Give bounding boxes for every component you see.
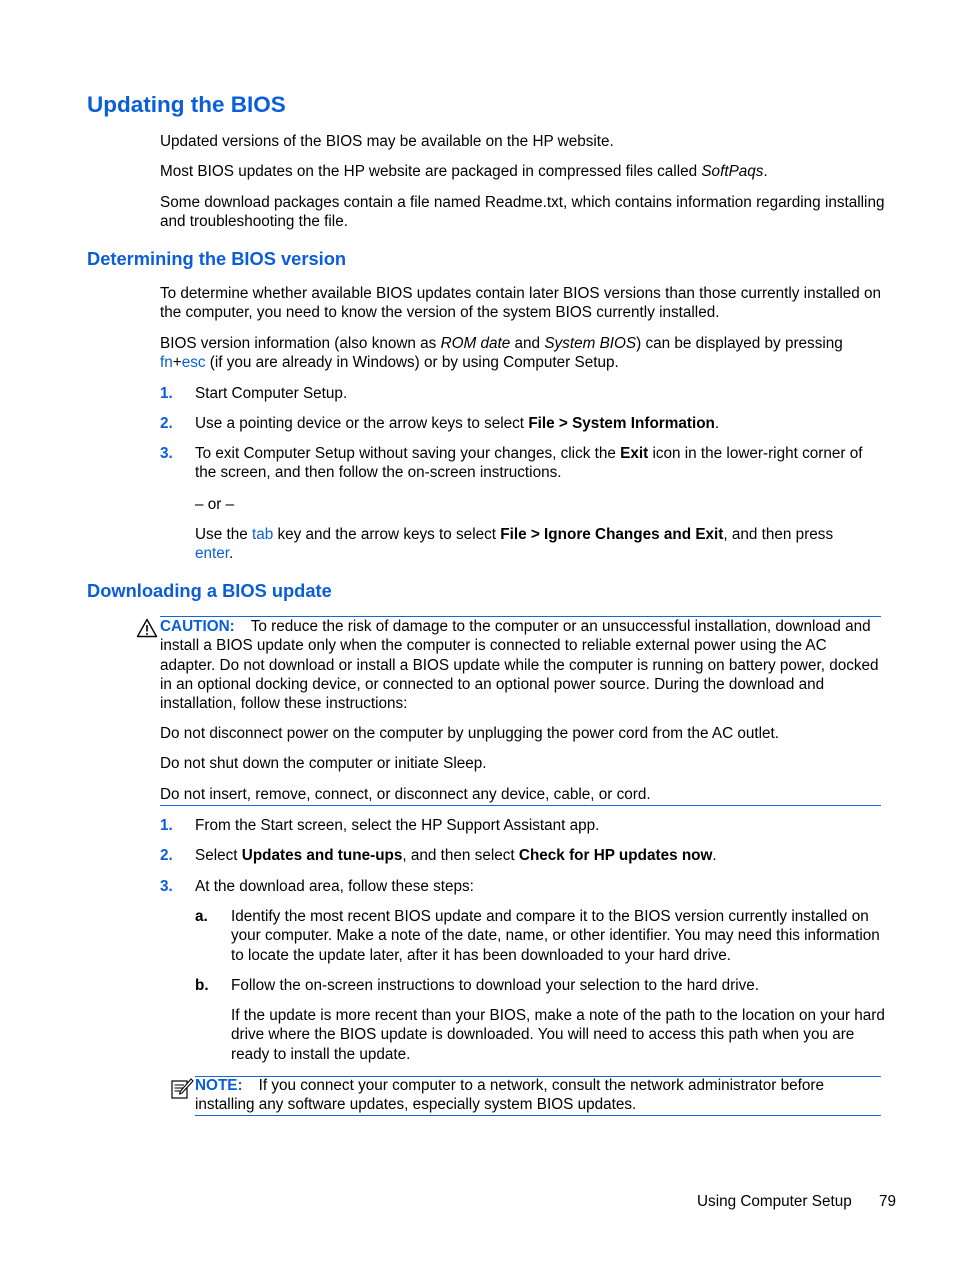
determine-paragraph-2: BIOS version information (also known as ROM date and System BIOS) can be displayed by pressing fn+esc (if you are already in Windows) or by using Computer Setup. xyxy=(160,335,843,372)
note-text: NOTE: If you connect your computer to a network, consult the network administrator before installing any software updates, especially system BIOS updates. xyxy=(195,1077,825,1114)
step-text: Select Updates and tune-ups, and then select Check for HP updates now. xyxy=(195,847,717,864)
substep-text: Identify the most recent BIOS update and compare it to the BIOS version currently installed on your computer. Make a note of the date, name, or other identifier. You may need this information to locate the update later, after it has been downloaded to your hard drive. xyxy=(231,908,880,964)
step-text: At the download area, follow these steps: xyxy=(195,878,474,895)
substep-text: Follow the on-screen instructions to download your selection to the hard drive. xyxy=(231,977,760,994)
caution-paragraph-1: Do not disconnect power on the computer by unplugging the power cord from the AC outlet. xyxy=(160,725,780,742)
step-number: 2. xyxy=(160,415,173,432)
step-number: 1. xyxy=(160,817,173,834)
determine-paragraph-1: To determine whether available BIOS updates contain later BIOS versions than those currently installed on the computer, you need to know the version of the system BIOS currently installed. xyxy=(160,285,882,322)
key-enter: enter xyxy=(195,545,230,563)
caution-text: CAUTION: To reduce the risk of damage to the computer or an unsuccessful installation, download and install a BIOS update only when the computer is connected to reliable external power using the AC adapter. Do not download or install a BIOS update while the computer is running on battery power, docked in an optional docking device, or connected to an optional power source. During the download and installation, follow these instructions: xyxy=(160,618,879,713)
page-number: 79 xyxy=(879,1193,897,1210)
intro-paragraph-2: Most BIOS updates on the HP website are packaged in compressed files called SoftPaqs. xyxy=(160,163,768,180)
caution-paragraph-3: Do not insert, remove, connect, or disconnect any device, cable, or cord. xyxy=(160,786,651,803)
alternate-step-text: Use the tab key and the arrow keys to select File > Ignore Changes and Exit, and then press enter. xyxy=(195,526,834,563)
warning-triangle-icon xyxy=(136,618,158,643)
step-number: 2. xyxy=(160,847,173,864)
step-text: To exit Computer Setup without saving your changes, click the Exit icon in the lower-right corner of the screen, and then follow the on-screen instructions. xyxy=(195,445,863,482)
step-number: 1. xyxy=(160,385,173,402)
or-separator: – or – xyxy=(195,496,235,513)
step-text: From the Start screen, select the HP Support Assistant app. xyxy=(195,817,600,834)
key-tab: tab xyxy=(251,526,274,543)
section-heading-download: Downloading a BIOS update xyxy=(87,580,332,601)
note-label: NOTE: xyxy=(195,1077,243,1094)
substep-paragraph: If the update is more recent than your BIOS, make a note of the path to the location on your hard drive where the BIOS update is downloaded. You will need to access this path when you are ready to install the update. xyxy=(231,1007,885,1063)
intro-paragraph-1: Updated versions of the BIOS may be available on the HP website. xyxy=(160,133,614,150)
key-fn: fn xyxy=(160,354,173,372)
intro-paragraph-3: Some download packages contain a file named Readme.txt, which contains information regarding installing and troubleshooting the file. xyxy=(160,194,885,231)
caution-bottom-rule xyxy=(160,805,881,806)
caution-paragraph-2: Do not shut down the computer or initiate Sleep. xyxy=(160,755,487,772)
caution-label: CAUTION: xyxy=(160,618,235,635)
note-bottom-rule xyxy=(195,1115,881,1116)
key-esc: esc xyxy=(181,354,206,372)
substep-letter: b. xyxy=(195,977,209,994)
step-number: 3. xyxy=(160,878,173,895)
substep-letter: a. xyxy=(195,908,208,925)
step-text: Start Computer Setup. xyxy=(195,385,348,402)
page-title: Updating the BIOS xyxy=(87,92,286,117)
footer-chapter: Using Computer Setup xyxy=(697,1193,852,1210)
step-number: 3. xyxy=(160,445,173,462)
note-pencil-icon xyxy=(170,1077,194,1106)
section-heading-determine: Determining the BIOS version xyxy=(87,248,347,269)
step-text: Use a pointing device or the arrow keys to select File > System Information. xyxy=(195,415,720,432)
